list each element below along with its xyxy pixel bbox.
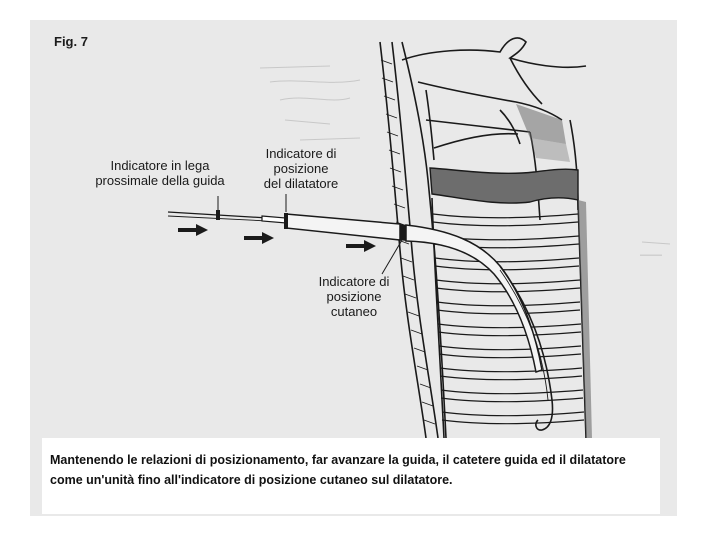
label-dilator-indicator-line-1: Indicatore di xyxy=(265,146,337,161)
label-dilator-indicator xyxy=(248,146,354,191)
cricoid-cartilage xyxy=(430,168,578,203)
scanned-page xyxy=(30,20,677,516)
label-guide-indicator xyxy=(90,158,230,188)
arrow-icon xyxy=(244,232,274,244)
caption-box xyxy=(42,438,660,514)
guide-proximal-indicator xyxy=(216,210,220,220)
label-dilator-indicator-line-2: posizione xyxy=(273,161,329,176)
dilator-body xyxy=(286,214,400,240)
label-skin-indicator-line-3: cutaneo xyxy=(330,304,378,319)
posterior-membrane xyxy=(578,200,592,438)
arrow-icon xyxy=(178,224,208,236)
tracheostomy-diagram xyxy=(30,20,677,440)
label-skin-indicator-line-2: posizione xyxy=(326,289,382,304)
label-skin-indicator xyxy=(306,274,402,319)
figure-caption: Mantenendo le relazioni di posizionamento, far avanzare la guida, il catetere guida ed il dilatatore come un'unità fino all'indicatore di posizione cutaneo sul dilatatore. xyxy=(50,453,626,487)
thyroid-shading xyxy=(516,104,570,162)
leader-skin-indicator xyxy=(382,240,402,274)
label-skin-indicator-line-1: Indicatore di xyxy=(318,274,390,289)
hyoid-bone xyxy=(402,38,586,67)
bleed-through-text: —— xyxy=(640,249,662,261)
figure-label: Fig. 7 xyxy=(54,34,88,49)
skin-position-marker xyxy=(400,224,406,241)
label-dilator-indicator-line-3: del dilatatore xyxy=(263,176,339,191)
label-guide-indicator-line-1: Indicatore in lega xyxy=(110,158,210,173)
label-guide-indicator-line-2: prossimale della guida xyxy=(95,173,225,188)
dilator-position-indicator xyxy=(284,213,288,229)
arrow-icon xyxy=(346,240,376,252)
guiding-catheter xyxy=(262,216,286,223)
